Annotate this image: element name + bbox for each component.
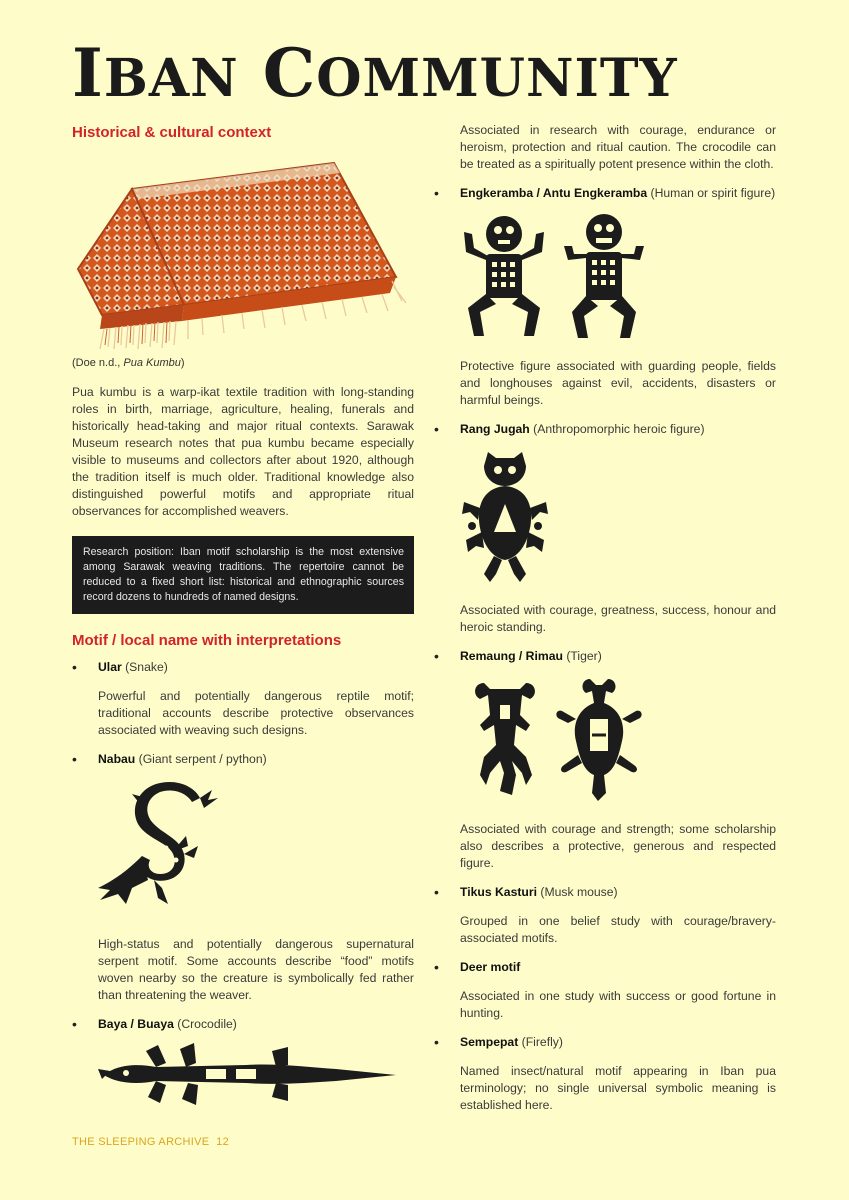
- intro-paragraph: Pua kumbu is a warp-ikat textile tradition with long-standing roles in birth, marriage, agriculture, healing, funerals and historically head-taking and major ritual contexts. Sarawak Museum research notes that pua kumbu became especially visible to museums and collectors after about 1920, although the tradition itself is much older. Traditional knowledge also distinguished powerful motifs and appropriate ritual observances for accomplished weavers.: [72, 385, 414, 518]
- page-number: 12: [216, 1136, 229, 1148]
- motif-rang-jugah-description: Associated with courage, greatness, success, honour and heroic standing.: [460, 603, 776, 634]
- right-column: [460, 122, 776, 1114]
- crocodile-motif-image: [96, 1039, 406, 1109]
- motif-engkeramba-description: Protective figure associated with guarding people, fields and longhouses against evil, accidents, disasters or harmful beings.: [460, 359, 776, 407]
- nabau-serpent-motif-image: [96, 776, 226, 916]
- motif-sempepat: • Sempepat (Firefly): [460, 1034, 776, 1051]
- motif-tikus-kasturi: • Tikus Kasturi (Musk mouse): [460, 884, 776, 901]
- motif-ular-description: Powerful and potentially dangerous reptile motif; traditional accounts describe protective observances associated with weaving such designs.: [98, 689, 414, 737]
- section-heading-context: Historical & cultural context: [72, 124, 272, 141]
- left-column: [72, 118, 414, 1109]
- motif-nabau: • Nabau (Giant serpent / python): [72, 751, 414, 768]
- motif-tikus-kasturi-description: Grouped in one belief study with courage/bravery-associated motifs.: [460, 914, 776, 945]
- crocodile-description: Associated in research with courage, endurance or heroism, protection and ritual caution. The crocodile can be treated as a spiritually potent presence within the cloth.: [460, 123, 776, 171]
- motif-deer-description: Associated in one study with success or good fortune in hunting.: [460, 989, 776, 1020]
- motif-deer: • Deer motif: [460, 959, 776, 976]
- engkeramba-figure-motif-image: [460, 212, 660, 350]
- research-position-box: Research position: Iban motif scholarship is the most extensive among Sarawak weaving traditions. The repertoire cannot be reduced to a fixed short list: historical and ethnographic sources record dozens to hundreds of named designs.: [72, 536, 414, 614]
- footer-publication-name: THE SLEEPING ARCHIVE: [72, 1136, 210, 1148]
- remaung-tiger-motif-image: [460, 675, 650, 809]
- motif-remaung-description: Associated with courage and strength; some scholarship also describes a protective, generous and respected figure.: [460, 822, 776, 870]
- motif-nabau-description: High-status and potentially dangerous supernatural serpent motif. Some accounts describe “food” motifs woven nearby so the creature is symbolically fed rather than threatening the weaver.: [98, 937, 414, 1002]
- motif-engkeramba: • Engkeramba / Antu Engkeramba (Human or spirit figure): [460, 185, 776, 202]
- motif-rang-jugah: • Rang Jugah (Anthropomorphic heroic figure): [460, 421, 776, 438]
- motif-remaung: • Remaung / Rimau (Tiger): [460, 648, 776, 665]
- motif-baya: • Baya / Buaya (Crocodile): [72, 1016, 414, 1033]
- image-caption: (Doe n.d., Pua Kumbu): [72, 357, 185, 369]
- page-footer: [72, 1136, 229, 1148]
- motif-sempepat-description: Named insect/natural motif appearing in Iban pua terminology; no single universal symbolic meaning is established here.: [460, 1064, 776, 1112]
- rang-jugah-figure-motif-image: [460, 448, 550, 588]
- section-heading-motifs: Motif / local name with interpretations: [72, 632, 342, 649]
- motif-ular: • Ular (Snake): [72, 659, 414, 676]
- page-title: IBAN COMMUNITY: [72, 34, 678, 112]
- pua-kumbu-textile-image: [72, 153, 414, 351]
